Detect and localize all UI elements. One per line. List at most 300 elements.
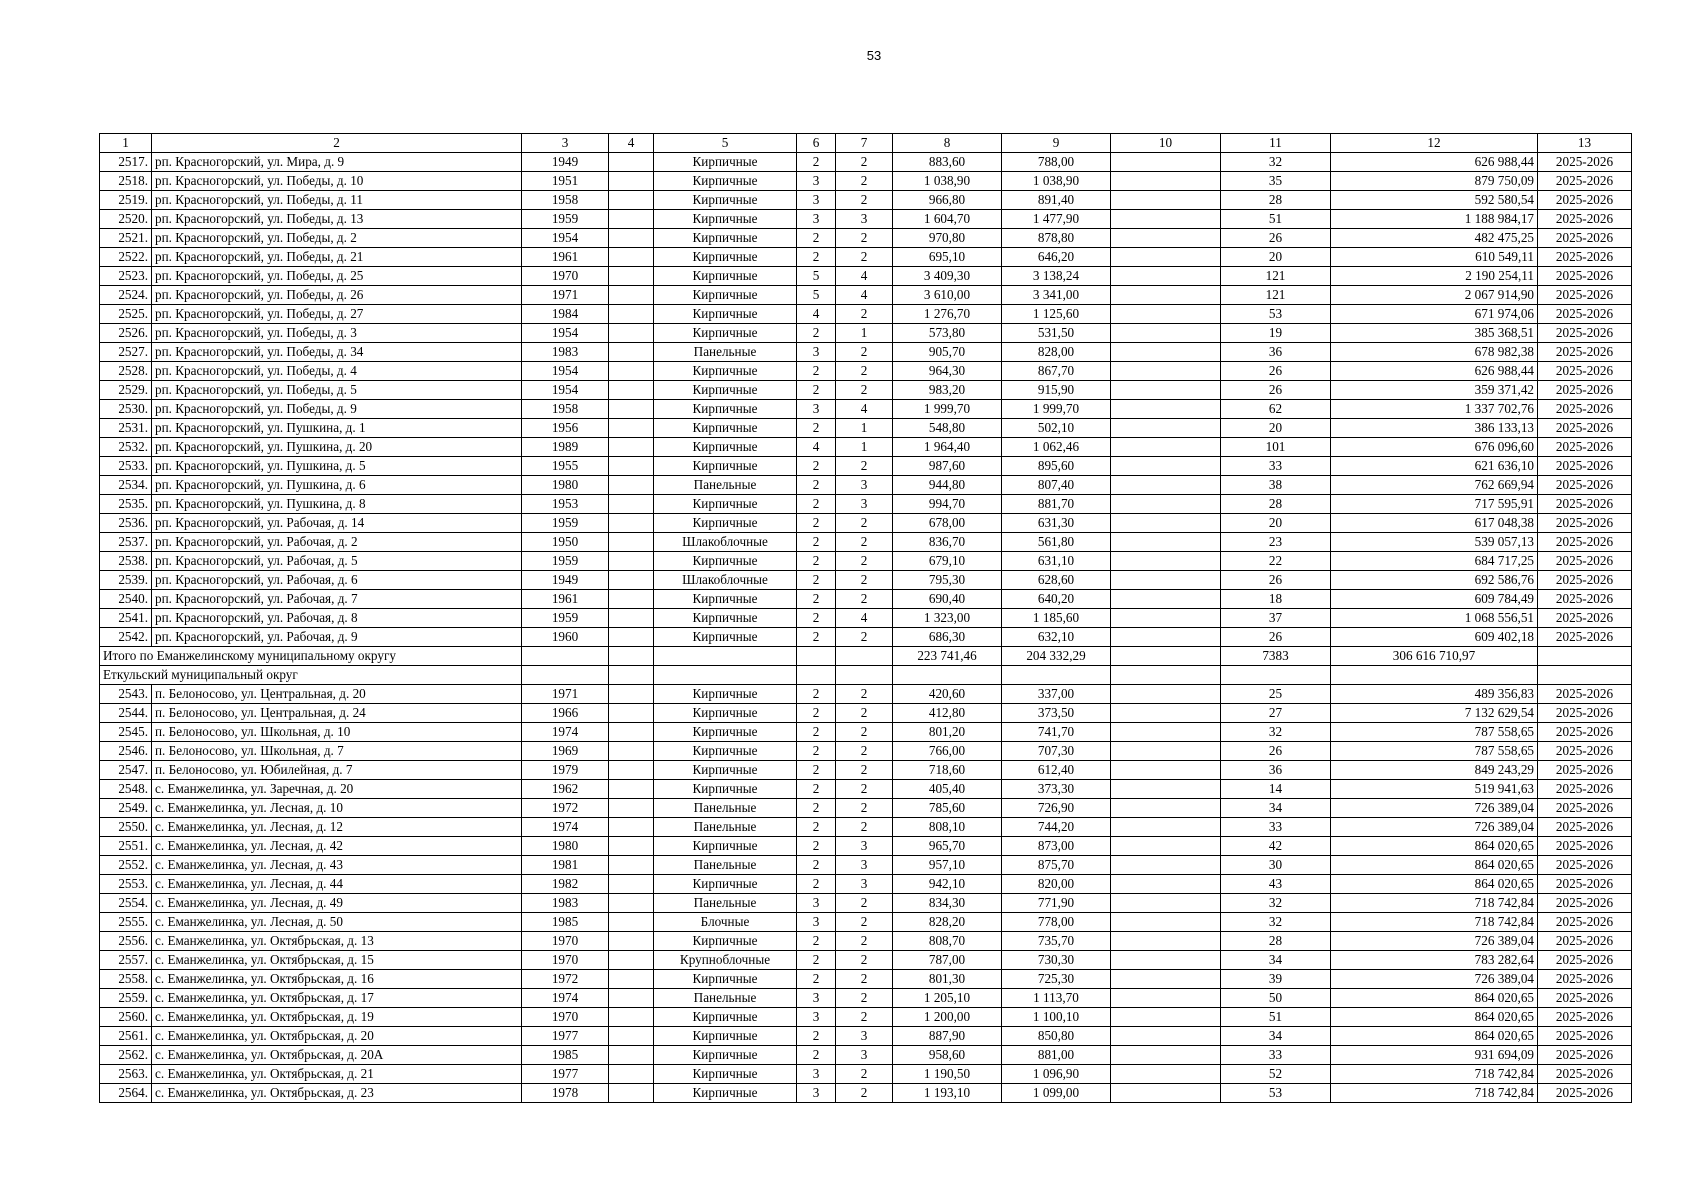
living-area: 875,70	[1002, 856, 1111, 875]
row-number: 2541.	[100, 609, 152, 628]
total-area: 905,70	[893, 343, 1002, 362]
period: 2025-2026	[1538, 761, 1632, 780]
wall-material: Кирпичные	[654, 970, 797, 989]
entrances: 2	[836, 191, 893, 210]
year-built: 1958	[522, 400, 609, 419]
column-header: 8	[893, 134, 1002, 153]
row-number: 2549.	[100, 799, 152, 818]
table-row	[100, 400, 1632, 419]
total-area: 808,70	[893, 932, 1002, 951]
year-built: 1985	[522, 1046, 609, 1065]
address: с. Еманжелинка, ул. Октябрьская, д. 19	[152, 1008, 522, 1027]
column-header: 12	[1331, 134, 1538, 153]
address: с. Еманжелинка, ул. Октябрьская, д. 21	[152, 1065, 522, 1084]
total-area: 718,60	[893, 761, 1002, 780]
residents: 28	[1221, 191, 1331, 210]
floors: 3	[797, 400, 836, 419]
table-row	[100, 191, 1632, 210]
col-10	[1111, 1027, 1221, 1046]
entrances: 2	[836, 571, 893, 590]
wall-material: Кирпичные	[654, 590, 797, 609]
entrances: 2	[836, 1065, 893, 1084]
living-area: 1 096,90	[1002, 1065, 1111, 1084]
year-built: 1977	[522, 1065, 609, 1084]
col-10	[1111, 1084, 1221, 1103]
row-number: 2543.	[100, 685, 152, 704]
empty-cell	[654, 666, 797, 685]
total-col-4	[609, 647, 654, 666]
period: 2025-2026	[1538, 913, 1632, 932]
total-area: 766,00	[893, 742, 1002, 761]
address: рп. Красногорский, ул. Рабочая, д. 7	[152, 590, 522, 609]
cost: 849 243,29	[1331, 761, 1538, 780]
residents: 51	[1221, 210, 1331, 229]
entrances: 2	[836, 989, 893, 1008]
living-area: 707,30	[1002, 742, 1111, 761]
floors: 4	[797, 305, 836, 324]
living-area: 373,50	[1002, 704, 1111, 723]
col-10	[1111, 286, 1221, 305]
address: с. Еманжелинка, ул. Октябрьская, д. 15	[152, 951, 522, 970]
cost: 678 982,38	[1331, 343, 1538, 362]
floors: 2	[797, 818, 836, 837]
total-area: 1 190,50	[893, 1065, 1002, 1084]
table-row	[100, 571, 1632, 590]
period: 2025-2026	[1538, 628, 1632, 647]
column-header: 13	[1538, 134, 1632, 153]
wall-material: Кирпичные	[654, 457, 797, 476]
col-10	[1111, 571, 1221, 590]
year-built: 1980	[522, 476, 609, 495]
year-built: 1984	[522, 305, 609, 324]
empty-cell	[1002, 666, 1111, 685]
cost: 621 636,10	[1331, 457, 1538, 476]
row-number: 2561.	[100, 1027, 152, 1046]
period: 2025-2026	[1538, 381, 1632, 400]
residents: 39	[1221, 970, 1331, 989]
floors: 3	[797, 172, 836, 191]
entrances: 2	[836, 628, 893, 647]
residents: 34	[1221, 799, 1331, 818]
table-row	[100, 552, 1632, 571]
wall-material: Кирпичные	[654, 723, 797, 742]
col-4	[609, 1008, 654, 1027]
wall-material: Кирпичные	[654, 1046, 797, 1065]
total-total-area: 223 741,46	[893, 647, 1002, 666]
address: с. Еманжелинка, ул. Лесная, д. 12	[152, 818, 522, 837]
period: 2025-2026	[1538, 400, 1632, 419]
col-10	[1111, 742, 1221, 761]
year-built: 1959	[522, 210, 609, 229]
entrances: 4	[836, 400, 893, 419]
living-area: 1 125,60	[1002, 305, 1111, 324]
period: 2025-2026	[1538, 305, 1632, 324]
living-area: 1 185,60	[1002, 609, 1111, 628]
table-row	[100, 476, 1632, 495]
address: п. Белоносово, ул. Школьная, д. 7	[152, 742, 522, 761]
floors: 3	[797, 343, 836, 362]
col-4	[609, 1065, 654, 1084]
residents: 25	[1221, 685, 1331, 704]
floors: 4	[797, 438, 836, 457]
period: 2025-2026	[1538, 324, 1632, 343]
living-area: 1 099,00	[1002, 1084, 1111, 1103]
residents: 53	[1221, 305, 1331, 324]
row-number: 2563.	[100, 1065, 152, 1084]
col-4	[609, 970, 654, 989]
total-area: 3 409,30	[893, 267, 1002, 286]
residents: 30	[1221, 856, 1331, 875]
entrances: 2	[836, 172, 893, 191]
col-4	[609, 172, 654, 191]
row-number: 2519.	[100, 191, 152, 210]
col-4	[609, 362, 654, 381]
total-col-10	[1111, 647, 1221, 666]
entrances: 1	[836, 438, 893, 457]
total-row	[100, 647, 1632, 666]
table-row	[100, 799, 1632, 818]
table-row	[100, 932, 1632, 951]
col-10	[1111, 970, 1221, 989]
floors: 2	[797, 875, 836, 894]
living-area: 628,60	[1002, 571, 1111, 590]
residents: 62	[1221, 400, 1331, 419]
table-row	[100, 685, 1632, 704]
address: рп. Красногорский, ул. Победы, д. 27	[152, 305, 522, 324]
col-4	[609, 894, 654, 913]
year-built: 1956	[522, 419, 609, 438]
col-10	[1111, 875, 1221, 894]
living-area: 771,90	[1002, 894, 1111, 913]
table-row	[100, 875, 1632, 894]
total-wall-material	[654, 647, 797, 666]
entrances: 1	[836, 324, 893, 343]
address: рп. Красногорский, ул. Рабочая, д. 14	[152, 514, 522, 533]
total-area: 548,80	[893, 419, 1002, 438]
table-row	[100, 514, 1632, 533]
entrances: 2	[836, 799, 893, 818]
cost: 684 717,25	[1331, 552, 1538, 571]
residents: 32	[1221, 153, 1331, 172]
total-area: 686,30	[893, 628, 1002, 647]
table-row	[100, 267, 1632, 286]
living-area: 735,70	[1002, 932, 1111, 951]
entrances: 2	[836, 381, 893, 400]
period: 2025-2026	[1538, 1046, 1632, 1065]
empty-cell	[893, 666, 1002, 685]
total-area: 983,20	[893, 381, 1002, 400]
cost: 864 020,65	[1331, 875, 1538, 894]
col-10	[1111, 818, 1221, 837]
total-area: 1 276,70	[893, 305, 1002, 324]
row-number: 2542.	[100, 628, 152, 647]
address: п. Белоносово, ул. Юбилейная, д. 7	[152, 761, 522, 780]
empty-cell	[609, 666, 654, 685]
year-built: 1974	[522, 723, 609, 742]
col-4	[609, 780, 654, 799]
col-4	[609, 229, 654, 248]
col-4	[609, 533, 654, 552]
col-10	[1111, 761, 1221, 780]
entrances: 2	[836, 229, 893, 248]
column-header: 11	[1221, 134, 1331, 153]
entrances: 3	[836, 495, 893, 514]
col-4	[609, 248, 654, 267]
year-built: 1950	[522, 533, 609, 552]
wall-material: Кирпичные	[654, 875, 797, 894]
cost: 762 669,94	[1331, 476, 1538, 495]
floors: 2	[797, 362, 836, 381]
col-10	[1111, 685, 1221, 704]
total-living-area: 204 332,29	[1002, 647, 1111, 666]
cost: 1 337 702,76	[1331, 400, 1538, 419]
floors: 5	[797, 267, 836, 286]
total-area: 785,60	[893, 799, 1002, 818]
period: 2025-2026	[1538, 723, 1632, 742]
row-number: 2529.	[100, 381, 152, 400]
year-built: 1972	[522, 799, 609, 818]
row-number: 2544.	[100, 704, 152, 723]
row-number: 2518.	[100, 172, 152, 191]
table-row	[100, 590, 1632, 609]
total-area: 420,60	[893, 685, 1002, 704]
entrances: 3	[836, 1046, 893, 1065]
address: рп. Красногорский, ул. Победы, д. 34	[152, 343, 522, 362]
floors: 2	[797, 476, 836, 495]
entrances: 3	[836, 210, 893, 229]
col-4	[609, 495, 654, 514]
wall-material: Кирпичные	[654, 780, 797, 799]
table-row	[100, 457, 1632, 476]
entrances: 2	[836, 913, 893, 932]
period: 2025-2026	[1538, 780, 1632, 799]
living-area: 1 062,46	[1002, 438, 1111, 457]
col-10	[1111, 932, 1221, 951]
floors: 3	[797, 989, 836, 1008]
period: 2025-2026	[1538, 1008, 1632, 1027]
total-area: 787,00	[893, 951, 1002, 970]
col-4	[609, 837, 654, 856]
residents: 101	[1221, 438, 1331, 457]
entrances: 2	[836, 248, 893, 267]
col-4	[609, 191, 654, 210]
residents: 26	[1221, 742, 1331, 761]
entrances: 3	[836, 476, 893, 495]
empty-cell	[1221, 666, 1331, 685]
row-number: 2517.	[100, 153, 152, 172]
floors: 2	[797, 970, 836, 989]
total-area: 964,30	[893, 362, 1002, 381]
address: с. Еманжелинка, ул. Лесная, д. 42	[152, 837, 522, 856]
wall-material: Кирпичные	[654, 628, 797, 647]
residents: 33	[1221, 1046, 1331, 1065]
living-area: 1 100,10	[1002, 1008, 1111, 1027]
col-10	[1111, 191, 1221, 210]
living-area: 373,30	[1002, 780, 1111, 799]
residents: 53	[1221, 1084, 1331, 1103]
table-row	[100, 1027, 1632, 1046]
floors: 2	[797, 685, 836, 704]
year-built: 1951	[522, 172, 609, 191]
cost: 726 389,04	[1331, 970, 1538, 989]
total-area: 942,10	[893, 875, 1002, 894]
period: 2025-2026	[1538, 172, 1632, 191]
address: с. Еманжелинка, ул. Октябрьская, д. 13	[152, 932, 522, 951]
living-area: 632,10	[1002, 628, 1111, 647]
cost: 726 389,04	[1331, 932, 1538, 951]
period: 2025-2026	[1538, 875, 1632, 894]
table-row	[100, 229, 1632, 248]
cost: 609 402,18	[1331, 628, 1538, 647]
col-4	[609, 875, 654, 894]
living-area: 631,10	[1002, 552, 1111, 571]
living-area: 3 341,00	[1002, 286, 1111, 305]
period: 2025-2026	[1538, 362, 1632, 381]
cost: 592 580,54	[1331, 191, 1538, 210]
year-built: 1972	[522, 970, 609, 989]
wall-material: Кирпичные	[654, 381, 797, 400]
cost: 718 742,84	[1331, 913, 1538, 932]
entrances: 2	[836, 552, 893, 571]
residents: 19	[1221, 324, 1331, 343]
floors: 2	[797, 780, 836, 799]
row-number: 2559.	[100, 989, 152, 1008]
residents: 20	[1221, 514, 1331, 533]
floors: 2	[797, 742, 836, 761]
total-area: 695,10	[893, 248, 1002, 267]
col-10	[1111, 780, 1221, 799]
period: 2025-2026	[1538, 1027, 1632, 1046]
period: 2025-2026	[1538, 951, 1632, 970]
column-header: 10	[1111, 134, 1221, 153]
period: 2025-2026	[1538, 286, 1632, 305]
entrances: 2	[836, 818, 893, 837]
year-built: 1970	[522, 951, 609, 970]
table-row	[100, 742, 1632, 761]
empty-cell	[797, 666, 836, 685]
col-4	[609, 286, 654, 305]
row-number: 2527.	[100, 343, 152, 362]
total-area: 690,40	[893, 590, 1002, 609]
living-area: 778,00	[1002, 913, 1111, 932]
total-area: 1 999,70	[893, 400, 1002, 419]
housing-registry-table	[99, 133, 1632, 1103]
year-built: 1958	[522, 191, 609, 210]
col-4	[609, 571, 654, 590]
entrances: 3	[836, 856, 893, 875]
cost: 864 020,65	[1331, 989, 1538, 1008]
row-number: 2531.	[100, 419, 152, 438]
year-built: 1954	[522, 381, 609, 400]
period: 2025-2026	[1538, 685, 1632, 704]
row-number: 2520.	[100, 210, 152, 229]
column-header: 2	[152, 134, 522, 153]
total-area: 883,60	[893, 153, 1002, 172]
address: рп. Красногорский, ул. Победы, д. 5	[152, 381, 522, 400]
total-area: 801,30	[893, 970, 1002, 989]
row-number: 2537.	[100, 533, 152, 552]
floors: 3	[797, 210, 836, 229]
cost: 1 188 984,17	[1331, 210, 1538, 229]
living-area: 895,60	[1002, 457, 1111, 476]
residents: 121	[1221, 286, 1331, 305]
row-number: 2521.	[100, 229, 152, 248]
residents: 26	[1221, 381, 1331, 400]
year-built: 1960	[522, 628, 609, 647]
col-4	[609, 267, 654, 286]
total-floors	[797, 647, 836, 666]
cost: 864 020,65	[1331, 856, 1538, 875]
floors: 2	[797, 609, 836, 628]
table-row	[100, 609, 1632, 628]
residents: 26	[1221, 628, 1331, 647]
cost: 718 742,84	[1331, 1084, 1538, 1103]
cost: 1 068 556,51	[1331, 609, 1538, 628]
residents: 28	[1221, 932, 1331, 951]
entrances: 2	[836, 362, 893, 381]
living-area: 807,40	[1002, 476, 1111, 495]
residents: 32	[1221, 913, 1331, 932]
year-built: 1970	[522, 267, 609, 286]
cost: 489 356,83	[1331, 685, 1538, 704]
living-area: 850,80	[1002, 1027, 1111, 1046]
wall-material: Кирпичные	[654, 932, 797, 951]
total-area: 1 964,40	[893, 438, 1002, 457]
floors: 5	[797, 286, 836, 305]
cost: 359 371,42	[1331, 381, 1538, 400]
total-area: 887,90	[893, 1027, 1002, 1046]
wall-material: Кирпичные	[654, 400, 797, 419]
total-area: 1 193,10	[893, 1084, 1002, 1103]
floors: 2	[797, 932, 836, 951]
entrances: 2	[836, 514, 893, 533]
year-built: 1954	[522, 324, 609, 343]
residents: 28	[1221, 495, 1331, 514]
year-built: 1979	[522, 761, 609, 780]
row-number: 2536.	[100, 514, 152, 533]
empty-cell	[836, 666, 893, 685]
column-header: 7	[836, 134, 893, 153]
wall-material: Кирпичные	[654, 286, 797, 305]
col-4	[609, 419, 654, 438]
row-number: 2553.	[100, 875, 152, 894]
period: 2025-2026	[1538, 1065, 1632, 1084]
address: рп. Красногорский, ул. Победы, д. 9	[152, 400, 522, 419]
floors: 2	[797, 324, 836, 343]
address: с. Еманжелинка, ул. Октябрьская, д. 17	[152, 989, 522, 1008]
wall-material: Кирпичные	[654, 1008, 797, 1027]
year-built: 1983	[522, 343, 609, 362]
period: 2025-2026	[1538, 343, 1632, 362]
living-area: 915,90	[1002, 381, 1111, 400]
col-4	[609, 514, 654, 533]
table-row	[100, 533, 1632, 552]
col-4	[609, 951, 654, 970]
period: 2025-2026	[1538, 742, 1632, 761]
living-area: 531,50	[1002, 324, 1111, 343]
section-title-row	[100, 666, 1632, 685]
total-area: 966,80	[893, 191, 1002, 210]
residents: 26	[1221, 571, 1331, 590]
residents: 18	[1221, 590, 1331, 609]
entrances: 3	[836, 1027, 893, 1046]
col-4	[609, 799, 654, 818]
row-number: 2535.	[100, 495, 152, 514]
col-10	[1111, 1008, 1221, 1027]
floors: 2	[797, 381, 836, 400]
year-built: 1985	[522, 913, 609, 932]
cost: 718 742,84	[1331, 894, 1538, 913]
